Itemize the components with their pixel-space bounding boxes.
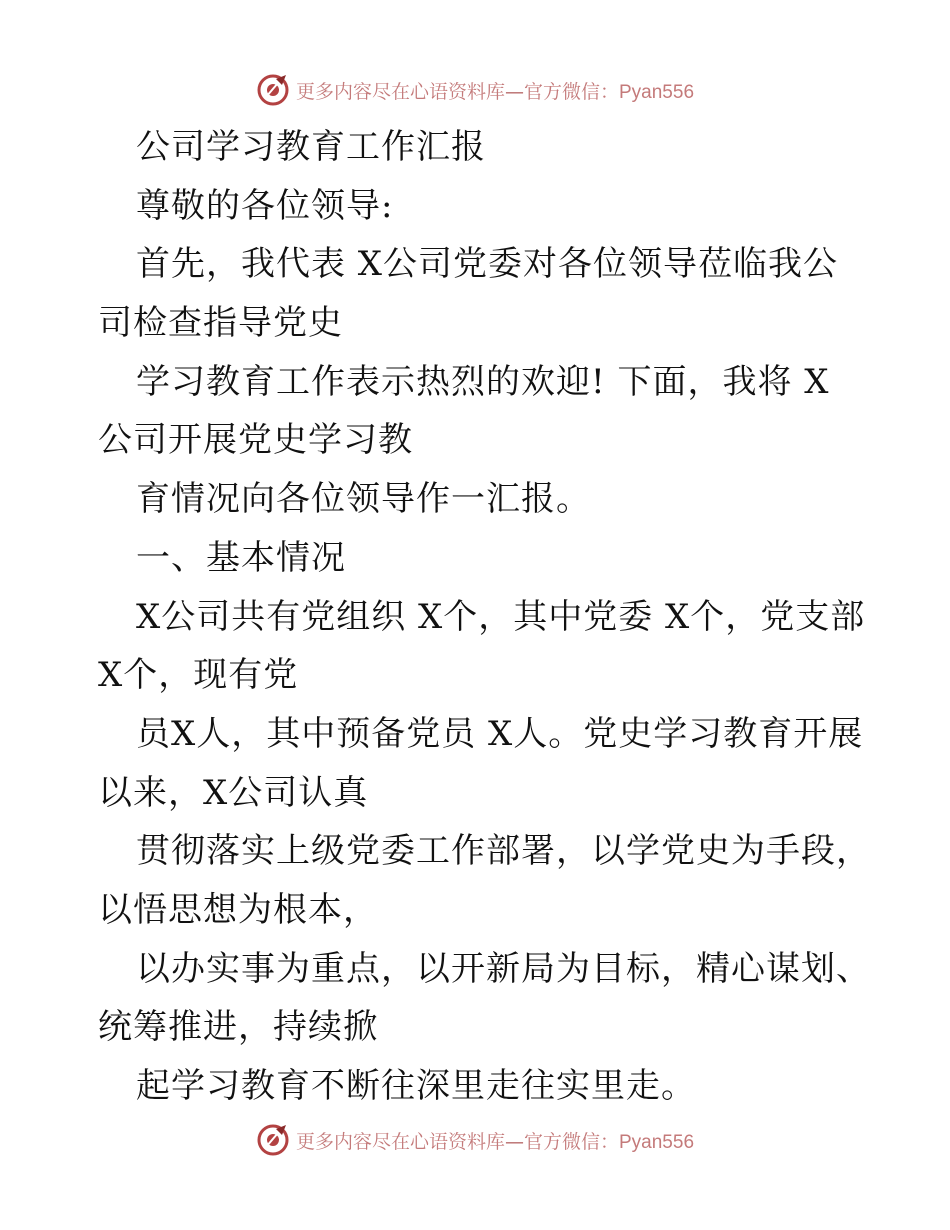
text-line: 育情况向各位领导作一汇报。 [136,479,591,520]
watermark-separator: — [504,80,524,103]
watermark-site: 更多内容尽在心语资料库 [295,80,505,103]
text-line: 以悟思想为根本， [98,889,378,930]
watermark-wechat-id: Pyan556 [619,81,695,103]
watermark-text [296,77,694,104]
text-line: 学习教育工作表示热烈的欢迎! 下面，我将 X [136,361,830,402]
watermark-official: 官方微信： [523,1130,619,1153]
watermark-site: 更多内容尽在心语资料库 [295,1130,505,1153]
watermark-text [296,1127,694,1154]
text-line: 首先，我代表 X公司党委对各位领导莅临我公 [136,244,839,285]
text-line: 一、基本情况 [136,537,346,578]
text-line: 尊敬的各位领导: [136,185,394,226]
text-line: 员X人，其中预备党员 X人。党史学习教育开展 [136,713,864,754]
text-line: 公司开展党史学习教 [98,420,413,461]
document-body [98,118,871,1116]
header-watermark-banner [0,70,950,110]
watermark-separator: — [504,1130,524,1153]
text-line: 公司学习教育工作汇报 [136,127,486,167]
text-line: 统筹推进，持续掀 [98,1007,378,1048]
watermark-official: 官方微信： [523,80,619,103]
footer-watermark-banner [0,1120,950,1160]
text-line: X公司共有党组织 X个，其中党委 X个，党支部 [136,596,866,637]
text-line: X个，现有党 [98,655,299,696]
text-line: 起学习教育不断往深里走往实里走。 [136,1066,696,1106]
text-line: 以来，X公司认真 [98,772,369,813]
text-line: 贯彻落实上级党委工作部署，以学党史为手段， [136,831,871,872]
pen-logo-icon [256,1123,290,1157]
text-line: 以办实事为重点，以开新局为目标，精心谋划、 [136,948,871,989]
pen-logo-icon [256,73,290,107]
watermark-wechat-id: Pyan556 [619,1131,695,1153]
text-line: 司检查指导党史 [98,303,343,344]
